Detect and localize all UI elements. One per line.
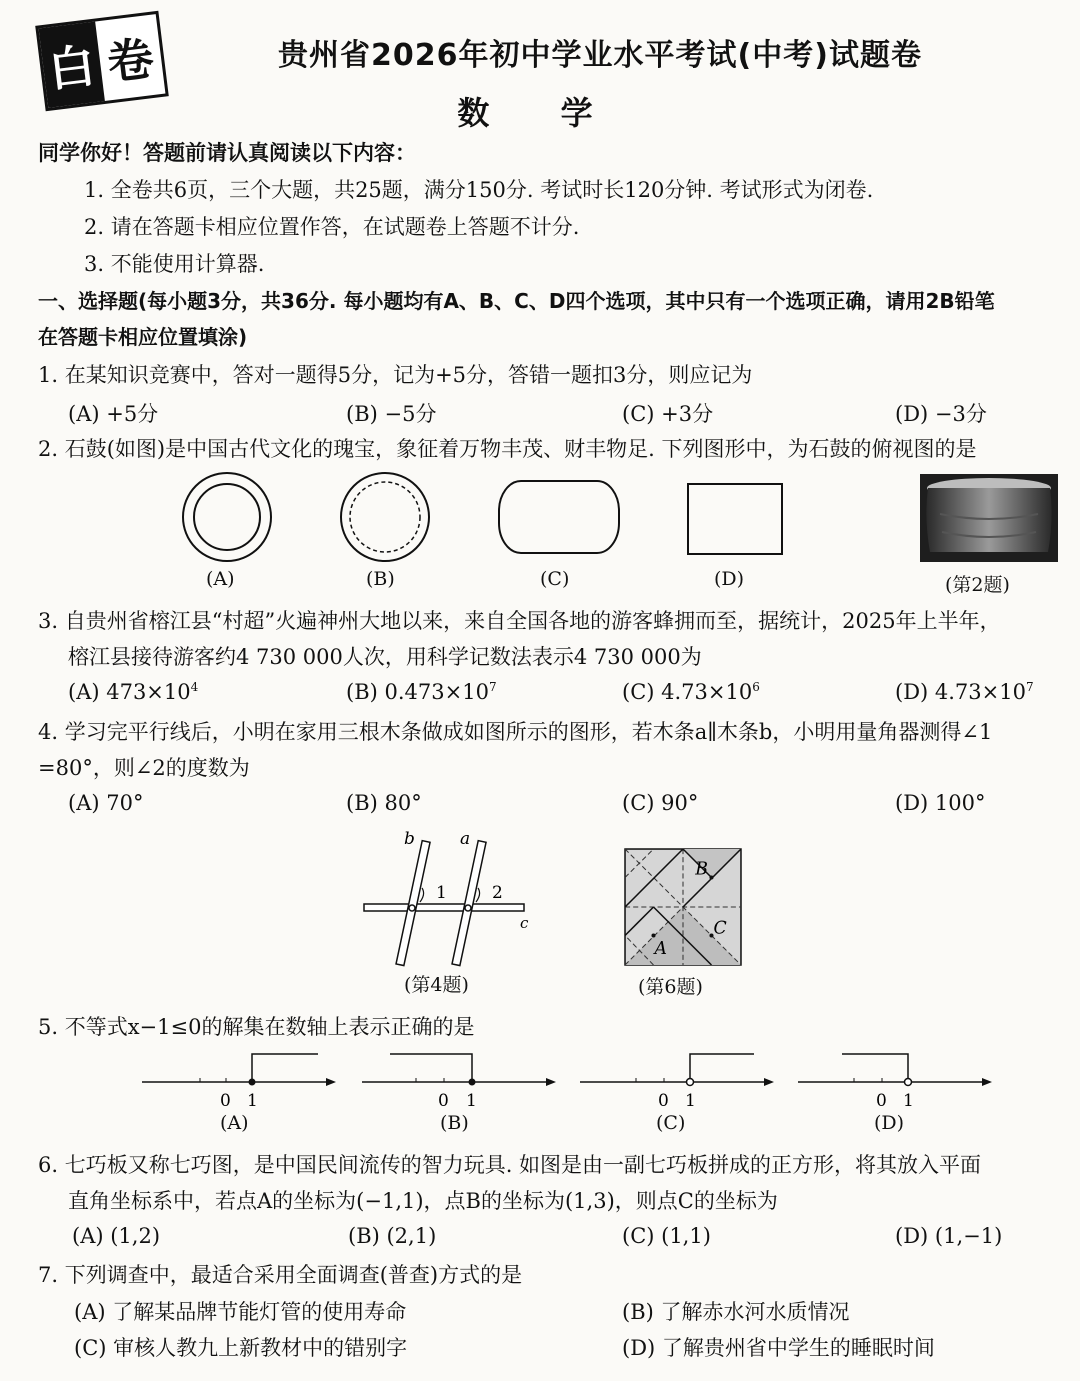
q3-option-d-exponent: 7 <box>1025 680 1034 694</box>
q4-option-b[interactable]: (B) 80° <box>346 791 422 815</box>
q2-figure-b <box>338 470 438 565</box>
q2-label-c[interactable]: (C) <box>540 568 570 590</box>
q5-label-a[interactable]: (A) <box>220 1112 249 1134</box>
q5-b-tick-0: 0 <box>438 1091 449 1111</box>
q3-option-c-exponent: 6 <box>752 680 760 694</box>
q6-point-a: A <box>654 938 668 959</box>
q5-number-line-d <box>796 1048 996 1110</box>
q2-caption: (第2题) <box>945 574 1010 596</box>
q5-b-tick-1: 1 <box>466 1091 477 1111</box>
q6-stem-2: 直角坐标系中，若点A的坐标为(−1,1)，点B的坐标为(1,3)，则点C的坐标为 <box>68 1189 778 1213</box>
stone-drum-photo <box>920 474 1060 564</box>
q5-stem: 5. 不等式x−1≤0的解集在数轴上表示正确的是 <box>38 1015 475 1039</box>
q1-stem: 1. 在某知识竞赛中，答对一题得5分，记为+5分，答错一题扣3分，则应记为 <box>38 363 753 387</box>
q2-figure-a <box>180 470 280 565</box>
q3-option-c[interactable] <box>622 680 760 704</box>
q6-tangram-figure <box>624 848 742 966</box>
q1-option-c[interactable]: (C) +3分 <box>622 402 714 426</box>
q5-c-tick-0: 0 <box>658 1091 669 1111</box>
q2-label-d[interactable]: (D) <box>714 568 745 590</box>
q6-option-b[interactable]: (B) (2,1) <box>348 1224 437 1248</box>
q7-option-d[interactable]: (D) 了解贵州省中学生的睡眠时间 <box>622 1336 935 1360</box>
q3-option-a-exponent: 4 <box>190 680 199 694</box>
q2-figure-d <box>686 482 786 557</box>
section-heading-line-1: 一、选择题(每小题3分，共36分. 每小题均有A、B、C、D四个选项，其中只有一个选项正确，请用2B铅笔 <box>38 289 995 313</box>
q4-label-c: c <box>520 914 529 932</box>
q4-caption: (第4题) <box>404 974 469 996</box>
q4-label-b: b <box>404 829 415 849</box>
q6-option-c[interactable]: (C) (1,1) <box>622 1224 711 1248</box>
q3-stem-1: 3. 自贵州省榕江县“村超”火遍神州大地以来，来自全国各地的游客蜂拥而至，据统计，2025年上半年， <box>38 609 1001 633</box>
badge-char-2: 卷 <box>104 30 157 91</box>
q3-option-b[interactable] <box>346 680 497 704</box>
q3-option-a-text: (A) 473×10 <box>68 680 191 704</box>
q4-option-a[interactable]: (A) 70° <box>68 791 144 815</box>
q1-option-d[interactable]: (D) −3分 <box>895 402 987 426</box>
q3-option-b-text: (B) 0.473×10 <box>346 680 489 704</box>
q5-number-line-c <box>578 1048 778 1110</box>
notice-item-1: 1. 全卷共6页，三个大题，共25题，满分150分. 考试时长120分钟. 考试形式为闭卷. <box>84 178 874 202</box>
q4-figure <box>360 830 540 970</box>
q4-option-c[interactable]: (C) 90° <box>622 791 699 815</box>
q5-a-tick-0: 0 <box>220 1091 231 1111</box>
q2-label-b[interactable]: (B) <box>366 568 395 590</box>
badge-char-1: 白 <box>39 22 105 108</box>
q6-caption: (第6题) <box>638 976 703 998</box>
q5-c-tick-1: 1 <box>685 1091 696 1111</box>
exam-title: 贵州省2026年初中学业水平考试(中考)试题卷 <box>278 38 922 73</box>
q4-option-d[interactable]: (D) 100° <box>895 791 986 815</box>
notice-greeting: 同学你好！答题前请认真阅读以下内容： <box>38 141 416 165</box>
q4-angle-2: 2 <box>492 883 503 903</box>
q4-label-a: a <box>460 829 471 849</box>
q2-stem: 2. 石鼓(如图)是中国古代文化的瑰宝，象征着万物丰茂、财丰物足. 下列图形中，为石鼓的俯视图的是 <box>38 437 977 461</box>
q5-d-tick-1: 1 <box>903 1091 914 1111</box>
q6-point-b: B <box>695 859 708 880</box>
q4-angle-1: 1 <box>436 883 447 903</box>
q5-label-c[interactable]: (C) <box>656 1112 686 1134</box>
q3-option-b-exponent: 7 <box>488 680 497 694</box>
q3-option-c-text: (C) 4.73×10 <box>622 680 753 704</box>
section-heading-line-2: 在答题卡相应位置填涂) <box>38 325 248 349</box>
q4-stem-2: =80°，则∠2的度数为 <box>38 756 250 780</box>
q6-option-d[interactable]: (D) (1,−1) <box>895 1224 1003 1248</box>
notice-item-2: 2. 请在答题卡相应位置作答，在试题卷上答题不计分. <box>84 215 580 239</box>
q5-label-d[interactable]: (D) <box>874 1112 905 1134</box>
q5-label-b[interactable]: (B) <box>440 1112 469 1134</box>
q5-number-line-a <box>140 1048 340 1110</box>
q1-option-b[interactable]: (B) −5分 <box>346 402 437 426</box>
q7-option-b[interactable]: (B) 了解赤水河水质情况 <box>622 1300 850 1324</box>
q5-d-tick-0: 0 <box>876 1091 887 1111</box>
q6-stem-1: 6. 七巧板又称七巧图，是中国民间流传的智力玩具. 如图是由一副七巧板拼成的正方形，将其放入平面 <box>38 1153 982 1177</box>
q2-figure-c <box>496 478 626 558</box>
q6-point-c: C <box>713 918 727 939</box>
q5-number-line-b <box>360 1048 560 1110</box>
q6-option-a[interactable]: (A) (1,2) <box>72 1224 161 1248</box>
notice-item-3: 3. 不能使用计算器. <box>84 252 265 276</box>
q7-option-a[interactable]: (A) 了解某品牌节能灯管的使用寿命 <box>74 1300 407 1324</box>
subject-title: 数 学 <box>457 94 623 132</box>
q3-stem-2: 榕江县接待游客约4 730 000人次，用科学记数法表示4 730 000为 <box>68 645 702 669</box>
q2-label-a[interactable]: (A) <box>206 568 235 590</box>
q3-option-d-text: (D) 4.73×10 <box>895 680 1026 704</box>
q1-option-a[interactable]: (A) +5分 <box>68 402 159 426</box>
q3-option-a[interactable] <box>68 680 198 704</box>
q4-stem-1: 4. 学习完平行线后，小明在家用三根木条做成如图所示的图形，若木条a∥木条b，小明用量角器测得∠1 <box>38 720 993 744</box>
q7-option-c[interactable]: (C) 审核人教九上新教材中的错别字 <box>74 1336 408 1360</box>
q5-a-tick-1: 1 <box>247 1091 258 1111</box>
q3-option-d[interactable] <box>895 680 1034 704</box>
q7-stem: 7. 下列调查中，最适合采用全面调查(普查)方式的是 <box>38 1263 523 1287</box>
